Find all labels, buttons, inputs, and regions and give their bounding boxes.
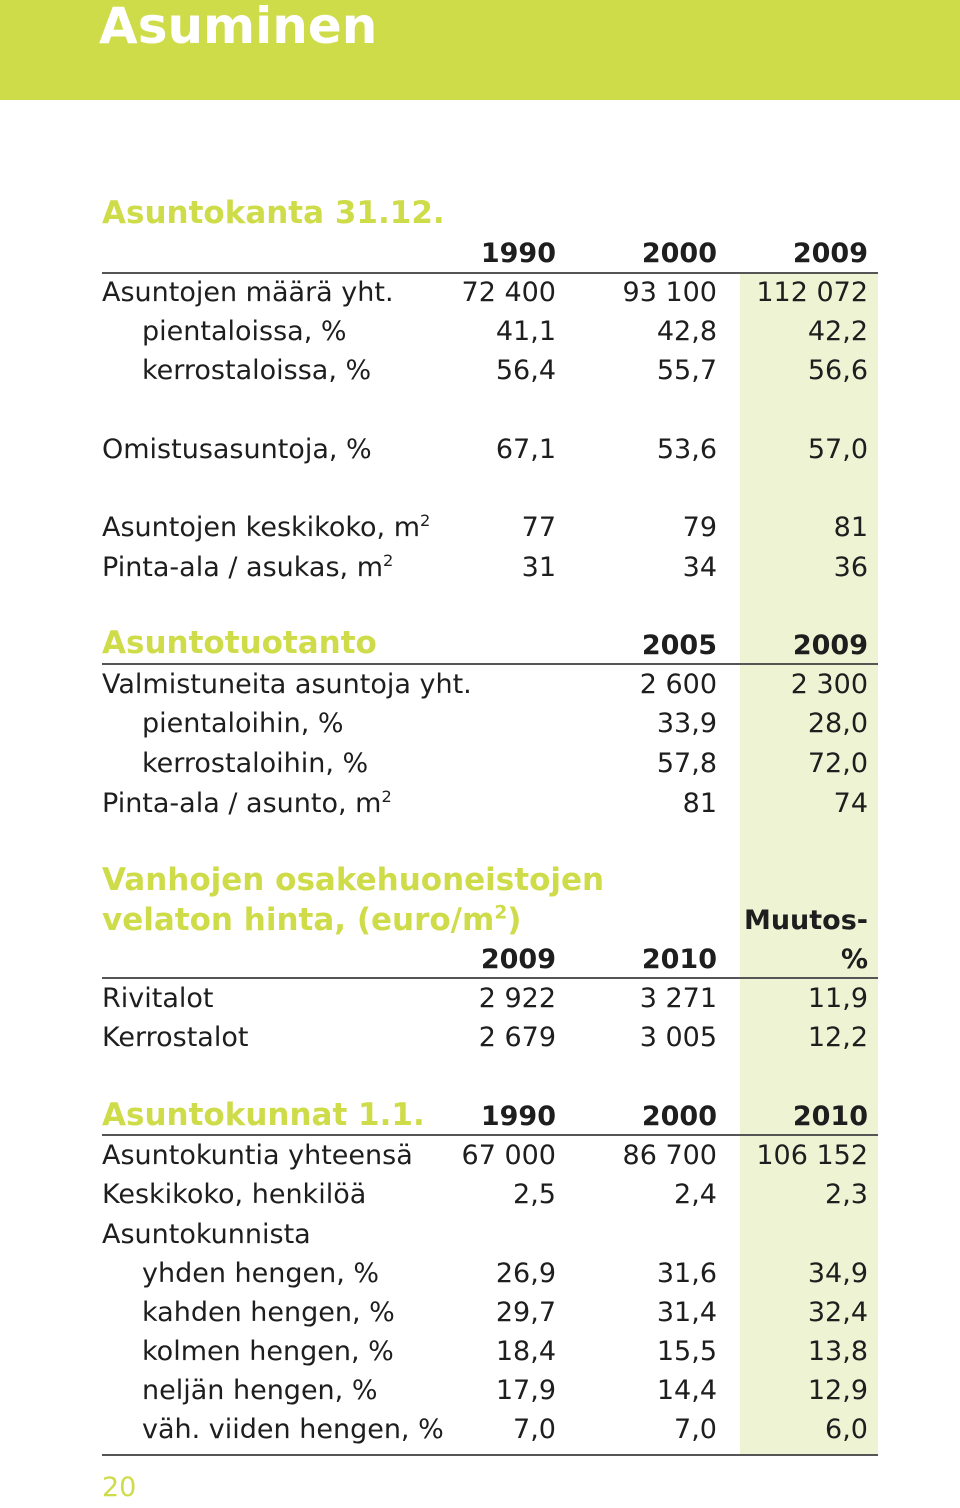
cell-value: 12,9: [807, 1375, 868, 1406]
table-row: [102, 744, 878, 784]
column-header: 2005: [641, 630, 717, 661]
cell-value: 81: [833, 512, 868, 543]
cell-value: 17,9: [495, 1375, 556, 1406]
row-label: väh. viiden hengen, %: [142, 1414, 444, 1445]
cell-value: 32,4: [807, 1297, 868, 1328]
table-row: [102, 665, 878, 705]
asuntokunnat-header-row: [102, 1097, 878, 1137]
cell-value: 13,8: [807, 1336, 868, 1367]
cell-value: 55,7: [656, 355, 717, 386]
table-row: [102, 273, 878, 313]
row-label: Omistusasuntoja, %: [102, 434, 372, 465]
cell-value: 86 700: [622, 1140, 717, 1171]
cell-value: 7,0: [674, 1414, 717, 1445]
cell-value: 67 000: [461, 1140, 556, 1171]
cell-value: 31,4: [656, 1297, 717, 1328]
table-row: [102, 1371, 878, 1411]
cell-value: 2,3: [825, 1179, 868, 1210]
hinta-title-line1: Vanhojen osakehuoneistojen: [102, 862, 605, 898]
table-row: [102, 1136, 878, 1176]
column-header: %: [840, 944, 868, 975]
table-row: [102, 1332, 878, 1372]
cell-value: 33,9: [656, 708, 717, 739]
cell-value: 42,8: [656, 316, 717, 347]
column-header: 2000: [641, 238, 717, 269]
table-row: [102, 548, 878, 588]
cell-value: 112 072: [756, 277, 868, 308]
row-label: pientaloihin, %: [142, 708, 344, 739]
row-label: Kerrostalot: [102, 1022, 249, 1053]
cell-value: 26,9: [495, 1258, 556, 1289]
table-row: [102, 312, 878, 352]
row-label: Asuntojen keskikoko, $m^2$: [102, 511, 431, 543]
table-row: [102, 784, 878, 824]
column-header: 2010: [792, 1101, 868, 1132]
column-header: 2009: [792, 238, 868, 269]
cell-value: 2 679: [478, 1022, 556, 1053]
cell-value: 67,1: [495, 434, 556, 465]
row-label: Pinta-ala / asukas, $m^2$: [102, 551, 394, 583]
cell-value: 28,0: [807, 708, 868, 739]
cell-value: 29,7: [495, 1297, 556, 1328]
superscript: 2: [494, 902, 508, 924]
table-row: [102, 351, 878, 391]
row-label: Asuntojen määrä yht.: [102, 277, 394, 308]
cell-value: 57,8: [656, 748, 717, 779]
cell-value: 2,4: [674, 1179, 717, 1210]
superscript: 2: [381, 787, 392, 806]
row-label: kerrostaloissa, %: [142, 355, 372, 386]
cell-value: 53,6: [656, 434, 717, 465]
cell-value: 2 300: [790, 669, 868, 700]
asuntokanta-title: Asuntokanta 31.12.: [102, 195, 445, 231]
row-label: Keskikoko, henkilöä: [102, 1179, 367, 1210]
asuntotuotanto-header-row: [102, 626, 878, 666]
cell-value: 14,4: [656, 1375, 717, 1406]
table-row: [102, 1175, 878, 1215]
asuntokanta-header-row: [102, 234, 878, 274]
hinta-header-row-2: [102, 940, 878, 980]
page-title: Asuminen: [99, 0, 378, 55]
column-header: Muutos-: [743, 905, 868, 936]
cell-value: 93 100: [622, 277, 717, 308]
column-header: 1990: [480, 1101, 556, 1132]
cell-value: 2 600: [639, 669, 717, 700]
row-label: pientaloissa, %: [142, 316, 347, 347]
table-row: [102, 1410, 878, 1450]
page-number: 20: [102, 1472, 137, 1503]
cell-value: 3 005: [639, 1022, 717, 1053]
row-label: kolmen hengen, %: [142, 1336, 394, 1367]
row-label: kahden hengen, %: [142, 1297, 395, 1328]
row-label: yhden hengen, %: [142, 1258, 380, 1289]
cell-value: 11,9: [807, 983, 868, 1014]
column-header: 1990: [480, 238, 556, 269]
cell-value: 77: [521, 512, 556, 543]
table-row: [102, 1215, 878, 1255]
cell-value: 2,5: [513, 1179, 556, 1210]
cell-value: 34,9: [807, 1258, 868, 1289]
hinta-title-line2: velaton hinta, $(euro/m^2)$: [102, 902, 522, 938]
superscript: 2: [420, 511, 431, 530]
hinta-header-row-1: [102, 901, 878, 941]
column-header: 2009: [792, 630, 868, 661]
column-header: 2000: [641, 1101, 717, 1132]
cell-value: 79: [682, 512, 717, 543]
row-label: Pinta-ala / asunto, $m^2$: [102, 787, 392, 819]
cell-value: 31,6: [656, 1258, 717, 1289]
cell-value: 41,1: [495, 316, 556, 347]
cell-value: 18,4: [495, 1336, 556, 1367]
cell-value: 81: [682, 788, 717, 819]
column-header: 2009: [480, 944, 556, 975]
cell-value: 6,0: [825, 1414, 868, 1445]
cell-value: 74: [833, 788, 868, 819]
cell-value: 36: [833, 552, 868, 583]
table-row: [102, 979, 878, 1019]
table-row: [102, 704, 878, 744]
row-label: Asuntokunnista: [102, 1219, 311, 1250]
row-label: Asuntokuntia yhteensä: [102, 1140, 413, 1171]
cell-value: 56,4: [495, 355, 556, 386]
table-row: [102, 1293, 878, 1333]
cell-value: 34: [682, 552, 717, 583]
cell-value: 72,0: [807, 748, 868, 779]
cell-value: 42,2: [807, 316, 868, 347]
row-label: neljän hengen, %: [142, 1375, 378, 1406]
cell-value: 7,0: [513, 1414, 556, 1445]
cell-value: 12,2: [807, 1022, 868, 1053]
row-label: Rivitalot: [102, 983, 214, 1014]
cell-value: 31: [521, 552, 556, 583]
page-banner: [0, 0, 960, 100]
cell-value: 3 271: [639, 983, 717, 1014]
row-label: kerrostaloihin, %: [142, 748, 369, 779]
superscript: 2: [383, 551, 394, 570]
table-row: [102, 430, 878, 470]
asuntotuotanto-title: Asuntotuotanto: [102, 625, 377, 661]
asuntokunnat-title: Asuntokunnat 1.1.: [102, 1097, 425, 1133]
cell-value: 57,0: [807, 434, 868, 465]
cell-value: 56,6: [807, 355, 868, 386]
bottom-rule: [102, 1454, 878, 1456]
column-header: 2010: [641, 944, 717, 975]
table-row: [102, 1018, 878, 1058]
cell-value: 72 400: [461, 277, 556, 308]
table-row: [102, 1254, 878, 1294]
cell-value: 2 922: [478, 983, 556, 1014]
cell-value: 15,5: [656, 1336, 717, 1367]
row-label: Valmistuneita asuntoja yht.: [102, 669, 472, 700]
table-row: [102, 508, 878, 548]
cell-value: 106 152: [756, 1140, 868, 1171]
